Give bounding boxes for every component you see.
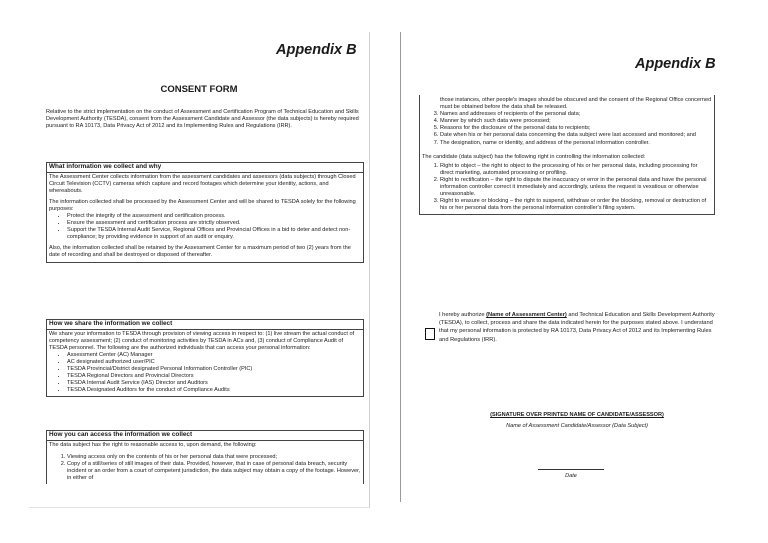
appendix-title: Appendix B <box>635 56 716 72</box>
continued-list <box>422 111 712 146</box>
list-item: 3. Names and addresses of recipients of the personal data; <box>440 111 712 118</box>
continued-section <box>419 95 715 215</box>
assessment-center-name: (Name of Assessment Center) <box>486 312 567 318</box>
authorization-lead: I hereby authorize <box>439 312 487 318</box>
rights-intro: The candidate (data subject) has the following right in controlling the information collected: <box>422 153 646 160</box>
list-item: 6. Date when his or her personal data concerning the data subject were last accessed and monitored; and <box>440 132 712 139</box>
list-item: 2. Right to rectification – the right to dispute the inaccuracy or error in the personal data and have the personal information controller correct it immediately and accordingly, unless the request is vexatious or otherwise unreasonable. <box>440 177 712 198</box>
left-page <box>29 32 370 508</box>
list-item: 2. Copy of a still/series of still images of their data. Provided, however, that in case of personal data breach, security incident or an order from a court of competent jurisdiction, the data subject may obtain a copy of the footage. However, in either of <box>67 461 361 482</box>
access-heading: How you can access the information we collect <box>47 431 363 441</box>
list-item: • TESDA Designated Auditors for the conduct of Compliance Audits <box>67 387 361 394</box>
collect-purpose-intro: The information collected shall be processed by the Assessment Center and will be shared to TESDA solely for the following purposes: <box>49 198 356 212</box>
authorized-list <box>49 352 361 395</box>
share-heading: How we share the information we collect <box>47 320 363 330</box>
right-page <box>400 32 736 502</box>
access-list <box>49 454 361 482</box>
list-item: • Ensure the assessment and certification process are strictly observed. <box>67 220 361 227</box>
signature-label: (SIGNATURE OVER PRINTED NAME OF CANDIDATE/ASSESSOR) <box>490 412 664 418</box>
retention-paragraph: Also, the information collected shall be retained by the Assessment Center for a maximum period of two (2) years from the date of recording and shall be destroyed or disposed of thereafter. <box>49 245 351 259</box>
list-item: 1. Viewing access only on the contents of his or her personal data that were processed; <box>67 454 361 461</box>
collect-paragraph: The Assessment Center collects information from the assessment candidates and assessors (data subjects) through Closed Circuit Television (CCTV) cameras which capture and record footages which determine your identity, actions, and whereabouts. <box>49 173 356 194</box>
purpose-list <box>49 213 361 241</box>
access-section <box>46 430 364 484</box>
form-title: CONSENT FORM <box>160 84 238 95</box>
share-section <box>46 319 364 397</box>
list-item: • AC designated authorized user/PIC <box>67 359 361 366</box>
list-item: • TESDA Provincial/District designated Personal Information Controller (PIC) <box>67 366 361 373</box>
access-paragraph: The data subject has the right to reasonable access to, upon demand, the following: <box>49 441 257 448</box>
list-item: 1. Right to object – the right to object to the processing of his or her personal data, including processing for direct marketing, automated processing or profiling. <box>440 163 712 177</box>
intro-paragraph: Relative to the strict implementation on the conduct of Assessment and Certification Program of Technical Education and Skills Development Authority (TESDA), consent from the Assessment Candidate and Assessor (the data subjects) is hereby required pursuant to RA 10173, Data Privacy Act of 2012 and its Implementing Rules and Regulations (IRR). <box>46 109 359 130</box>
list-item: 7. The designation, name or identity, and address of the personal information controller. <box>440 140 712 147</box>
list-item: • TESDA Regional Directors and Provincial Directors <box>67 373 361 380</box>
appendix-title: Appendix B <box>276 42 357 58</box>
list-item: 5. Reasons for the disclosure of the personal data to recipients; <box>440 125 712 132</box>
list-item: • Support the TESDA Internal Audit Service, Regional Offices and Provincial Offices in a bid to deter and detect non-compliance; by providing evidence in support of an audit or enquiry. <box>67 227 361 241</box>
rights-list <box>422 163 712 213</box>
authorization-paragraph <box>439 311 715 344</box>
collect-heading: What information we collect and why <box>47 163 363 173</box>
signature-sublabel: Name of Assessment Candidate/Assessor (Data Subject) <box>506 423 648 429</box>
consent-checkbox[interactable] <box>425 328 435 340</box>
date-label: Date <box>565 473 577 479</box>
authorization-rest: and Technical Education and Skills Development Authority (TESDA), to collect, process and share the data indicated herein for the purposes stated above. I understand that my personal information is protected by RA 10173, Data Privacy Act of 2012 and its Implementing Rules and Regulations (IRR). <box>439 312 715 343</box>
date-line <box>538 469 604 470</box>
list-item: 3. Right to erasure or blocking – the right to suspend, withdraw or order the blocking, removal or destruction of his or her personal data from the personal information controller's filing system. <box>440 198 712 212</box>
list-item: 4. Manner by which such data were processed; <box>440 118 712 125</box>
collect-section <box>46 162 364 263</box>
share-paragraph: We share your information to TESDA through provision of viewing access in respect to: (1) live stream the actual conduct of competency assessment; (2) conduct of monitoring activities by TESDA in ACs and, (3) conduct of Compliance Audit of TESDA personnel. The following are the authorized individuals that can access your personal information: <box>49 330 355 351</box>
continued-text: those instances, other people's images should be obscured and the consent of the Regional Office concerned must be obtained before the data shall be released. <box>440 97 712 111</box>
list-item: • TESDA Internal Audit Service (IAS) Director and Auditors <box>67 380 361 387</box>
list-item: • Assessment Center (AC) Manager <box>67 352 361 359</box>
list-item: • Protect the integrity of the assessment and certification process. <box>67 213 361 220</box>
